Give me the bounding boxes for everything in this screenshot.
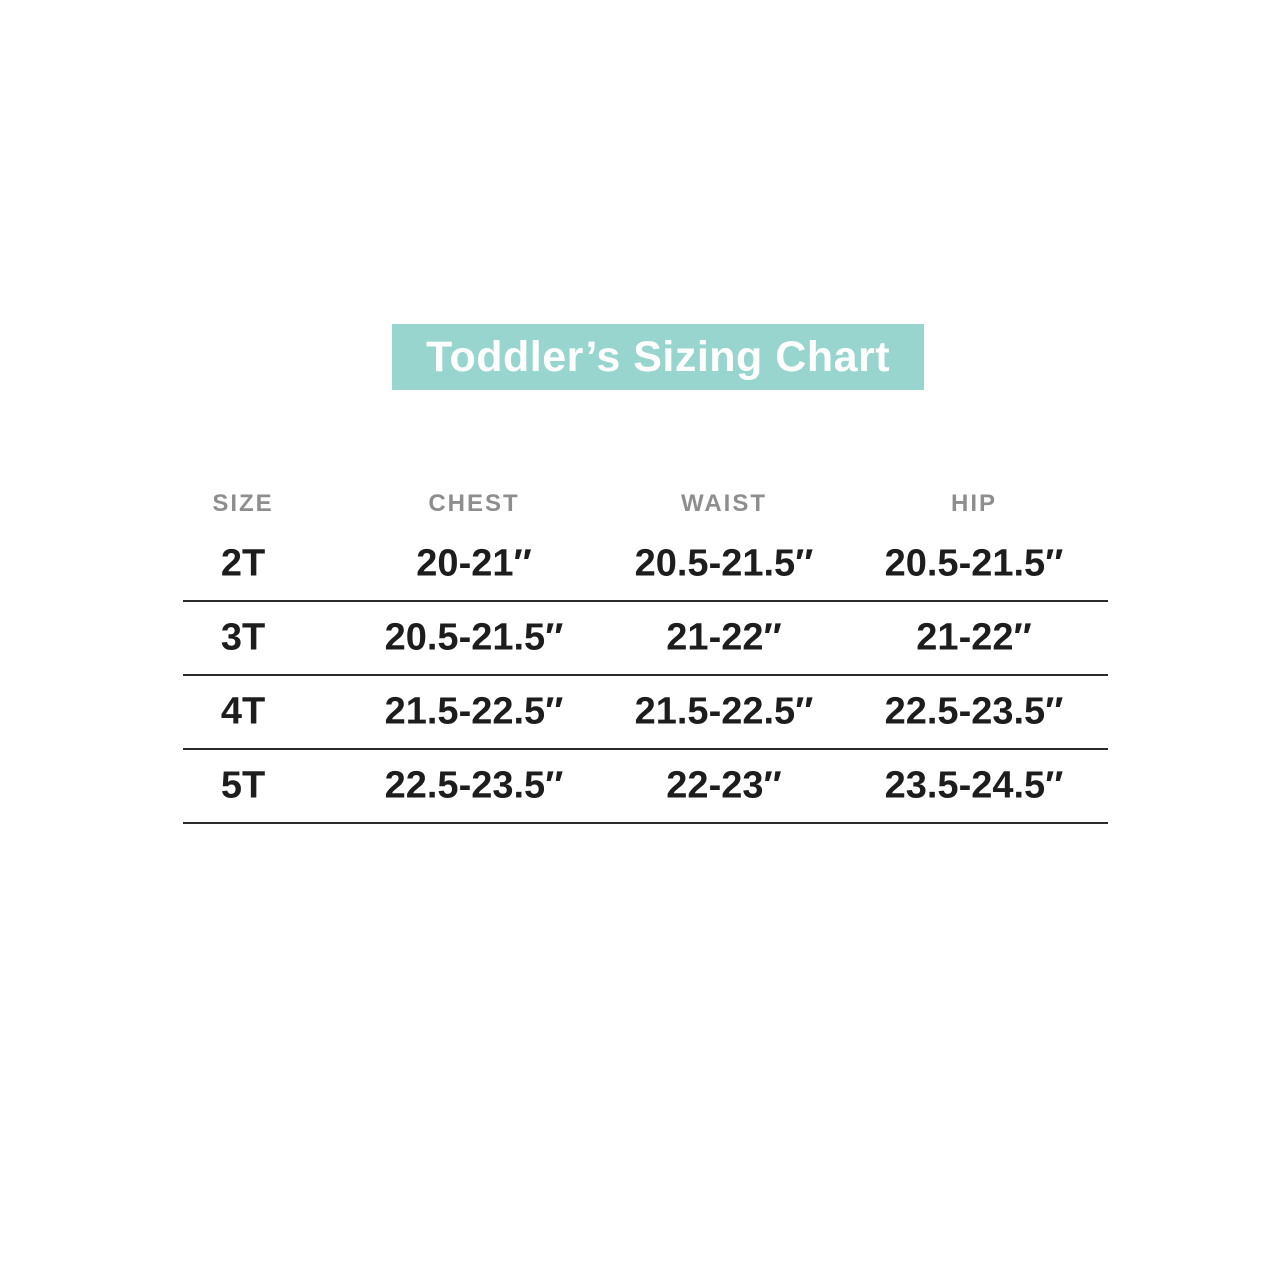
chart-title-banner — [392, 324, 924, 390]
cell-size: 3T — [220, 616, 266, 659]
cell-hip: 23.5-24.5″ — [884, 764, 1064, 807]
cell-chest: 20.5-21.5″ — [384, 616, 564, 659]
cell-chest: 21.5-22.5″ — [384, 690, 564, 733]
cell-waist: 21-22″ — [666, 616, 782, 659]
cell-size: 2T — [220, 542, 266, 585]
cell-chest: 22.5-23.5″ — [384, 764, 564, 807]
table-header-row — [183, 480, 1108, 528]
cell-size: 5T — [220, 764, 266, 807]
page-title: Toddler’s Sizing Chart — [425, 332, 891, 381]
cell-waist: 21.5-22.5″ — [634, 690, 814, 733]
table-row-4t — [183, 676, 1108, 750]
table-row-3t — [183, 602, 1108, 676]
cell-waist: 20.5-21.5″ — [634, 542, 814, 585]
cell-hip: 20.5-21.5″ — [884, 542, 1064, 585]
column-header-waist: WAIST — [681, 490, 767, 517]
cell-hip: 21-22″ — [916, 616, 1032, 659]
cell-size: 4T — [220, 690, 266, 733]
cell-chest: 20-21″ — [416, 542, 532, 585]
cell-waist: 22-23″ — [666, 764, 782, 807]
sizing-table — [183, 480, 1108, 824]
cell-hip: 22.5-23.5″ — [884, 690, 1064, 733]
table-row-5t — [183, 750, 1108, 824]
column-header-size: SIZE — [212, 490, 274, 517]
column-header-hip: HIP — [950, 490, 998, 517]
table-row-2t — [183, 528, 1108, 602]
column-header-chest: CHEST — [428, 490, 520, 517]
